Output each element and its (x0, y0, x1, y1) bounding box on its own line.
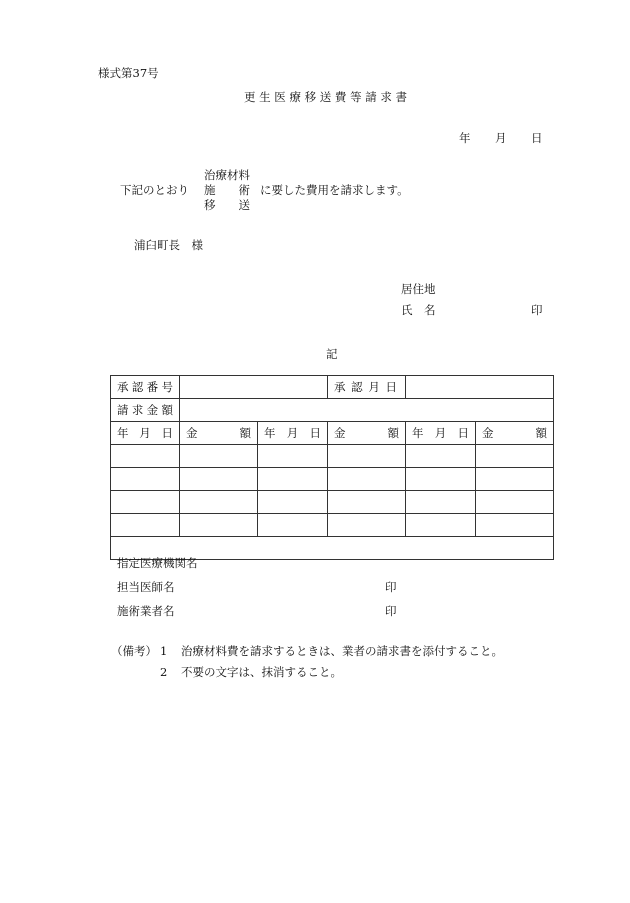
col-amount-header: 金 額 (328, 422, 406, 445)
claim-amount-row (111, 399, 554, 422)
option-transport: 移 送 (204, 198, 250, 212)
amount-cell[interactable] (328, 514, 406, 537)
approval-date-char: 認 (351, 380, 363, 394)
approval-date-value[interactable] (406, 376, 554, 399)
approval-number-char: 番 (146, 380, 159, 394)
request-suffix: に要した費用を請求します。 (260, 183, 409, 197)
date-cell[interactable] (258, 491, 328, 514)
amount-cell[interactable] (180, 491, 258, 514)
addressee: 浦臼町長 様 (134, 238, 203, 252)
note-1-text: 治療材料費を請求するときは、業者の請求書を添付すること。 (181, 644, 503, 658)
option-materials: 治療材料 (204, 168, 250, 182)
approval-date-label (328, 379, 405, 395)
claim-amount-label (111, 402, 179, 418)
form-number: 様式第37号 (98, 66, 159, 80)
approval-number-label (111, 379, 179, 395)
approval-date-char: 日 (385, 380, 397, 394)
amount-cell[interactable] (476, 491, 554, 514)
amount-cell[interactable] (180, 468, 258, 491)
column-header-row (111, 422, 554, 445)
date-cell[interactable] (111, 445, 180, 468)
claim-amount-char: 金 (146, 403, 159, 417)
amount-cell[interactable] (180, 445, 258, 468)
col-amount-header: 金 額 (180, 422, 258, 445)
date-cell[interactable] (406, 514, 476, 537)
date-cell[interactable] (406, 491, 476, 514)
approval-number-char: 号 (161, 380, 173, 394)
document-title: 更 生 医 療 移 送 費 等 請 求 書 (244, 90, 408, 104)
date-day-char: 日 (531, 131, 543, 145)
approval-number-char: 承 (117, 380, 129, 394)
approval-date-char: 承 (334, 380, 346, 394)
date-cell[interactable] (258, 445, 328, 468)
approval-row (111, 376, 554, 399)
option-treatment: 施 術 (204, 183, 250, 197)
medical-institution-label: 指定医療機関名 (117, 556, 198, 570)
doctor-seal-mark: 印 (385, 580, 397, 594)
approval-date-char: 月 (368, 380, 380, 394)
date-cell[interactable] (111, 514, 180, 537)
request-prefix: 下記のとおり (120, 183, 189, 197)
col-date-header: 年 月 日 (406, 422, 476, 445)
note-1-number: 1 (160, 644, 168, 658)
approval-number-value[interactable] (180, 376, 328, 399)
doctor-label: 担当医師名 (117, 580, 175, 594)
date-month-char: 月 (495, 131, 507, 145)
date-cell[interactable] (406, 468, 476, 491)
table-row (111, 514, 554, 537)
amount-cell[interactable] (328, 445, 406, 468)
notes-label: （備考） (111, 644, 157, 658)
approval-number-label-cell (111, 376, 180, 399)
table-row (111, 445, 554, 468)
amount-cell[interactable] (180, 514, 258, 537)
col-date-header: 年 月 日 (258, 422, 328, 445)
institution-row (111, 537, 554, 560)
practitioner-seal-mark: 印 (385, 604, 397, 618)
ki-heading: 記 (326, 347, 338, 361)
amount-cell[interactable] (476, 514, 554, 537)
address-label: 居住地 (401, 282, 436, 296)
note-2-text: 不要の文字は、抹消すること。 (181, 665, 342, 679)
practitioner-label: 施術業者名 (117, 604, 175, 618)
table-row (111, 468, 554, 491)
amount-cell[interactable] (476, 468, 554, 491)
amount-cell[interactable] (476, 445, 554, 468)
note-2-number: 2 (160, 665, 168, 679)
col-amount-header: 金 額 (476, 422, 554, 445)
date-cell[interactable] (258, 514, 328, 537)
amount-cell[interactable] (328, 468, 406, 491)
date-cell[interactable] (111, 491, 180, 514)
claim-table (110, 375, 554, 618)
date-year-char: 年 (459, 131, 471, 145)
approval-number-char: 認 (131, 380, 144, 394)
claim-amount-value[interactable] (180, 399, 554, 422)
date-cell[interactable] (111, 468, 180, 491)
applicant-seal-mark: 印 (531, 303, 543, 317)
claim-amount-char: 額 (161, 403, 173, 417)
approval-date-label-cell (328, 376, 406, 399)
institution-section (111, 537, 554, 618)
claim-amount-char: 求 (131, 403, 144, 417)
date-cell[interactable] (406, 445, 476, 468)
name-label: 氏 名 (401, 303, 436, 317)
claim-amount-char: 請 (117, 403, 129, 417)
date-cell[interactable] (258, 468, 328, 491)
col-date-header: 年 月 日 (111, 422, 180, 445)
amount-cell[interactable] (328, 491, 406, 514)
table-row (111, 491, 554, 514)
claim-amount-label-cell (111, 399, 180, 422)
